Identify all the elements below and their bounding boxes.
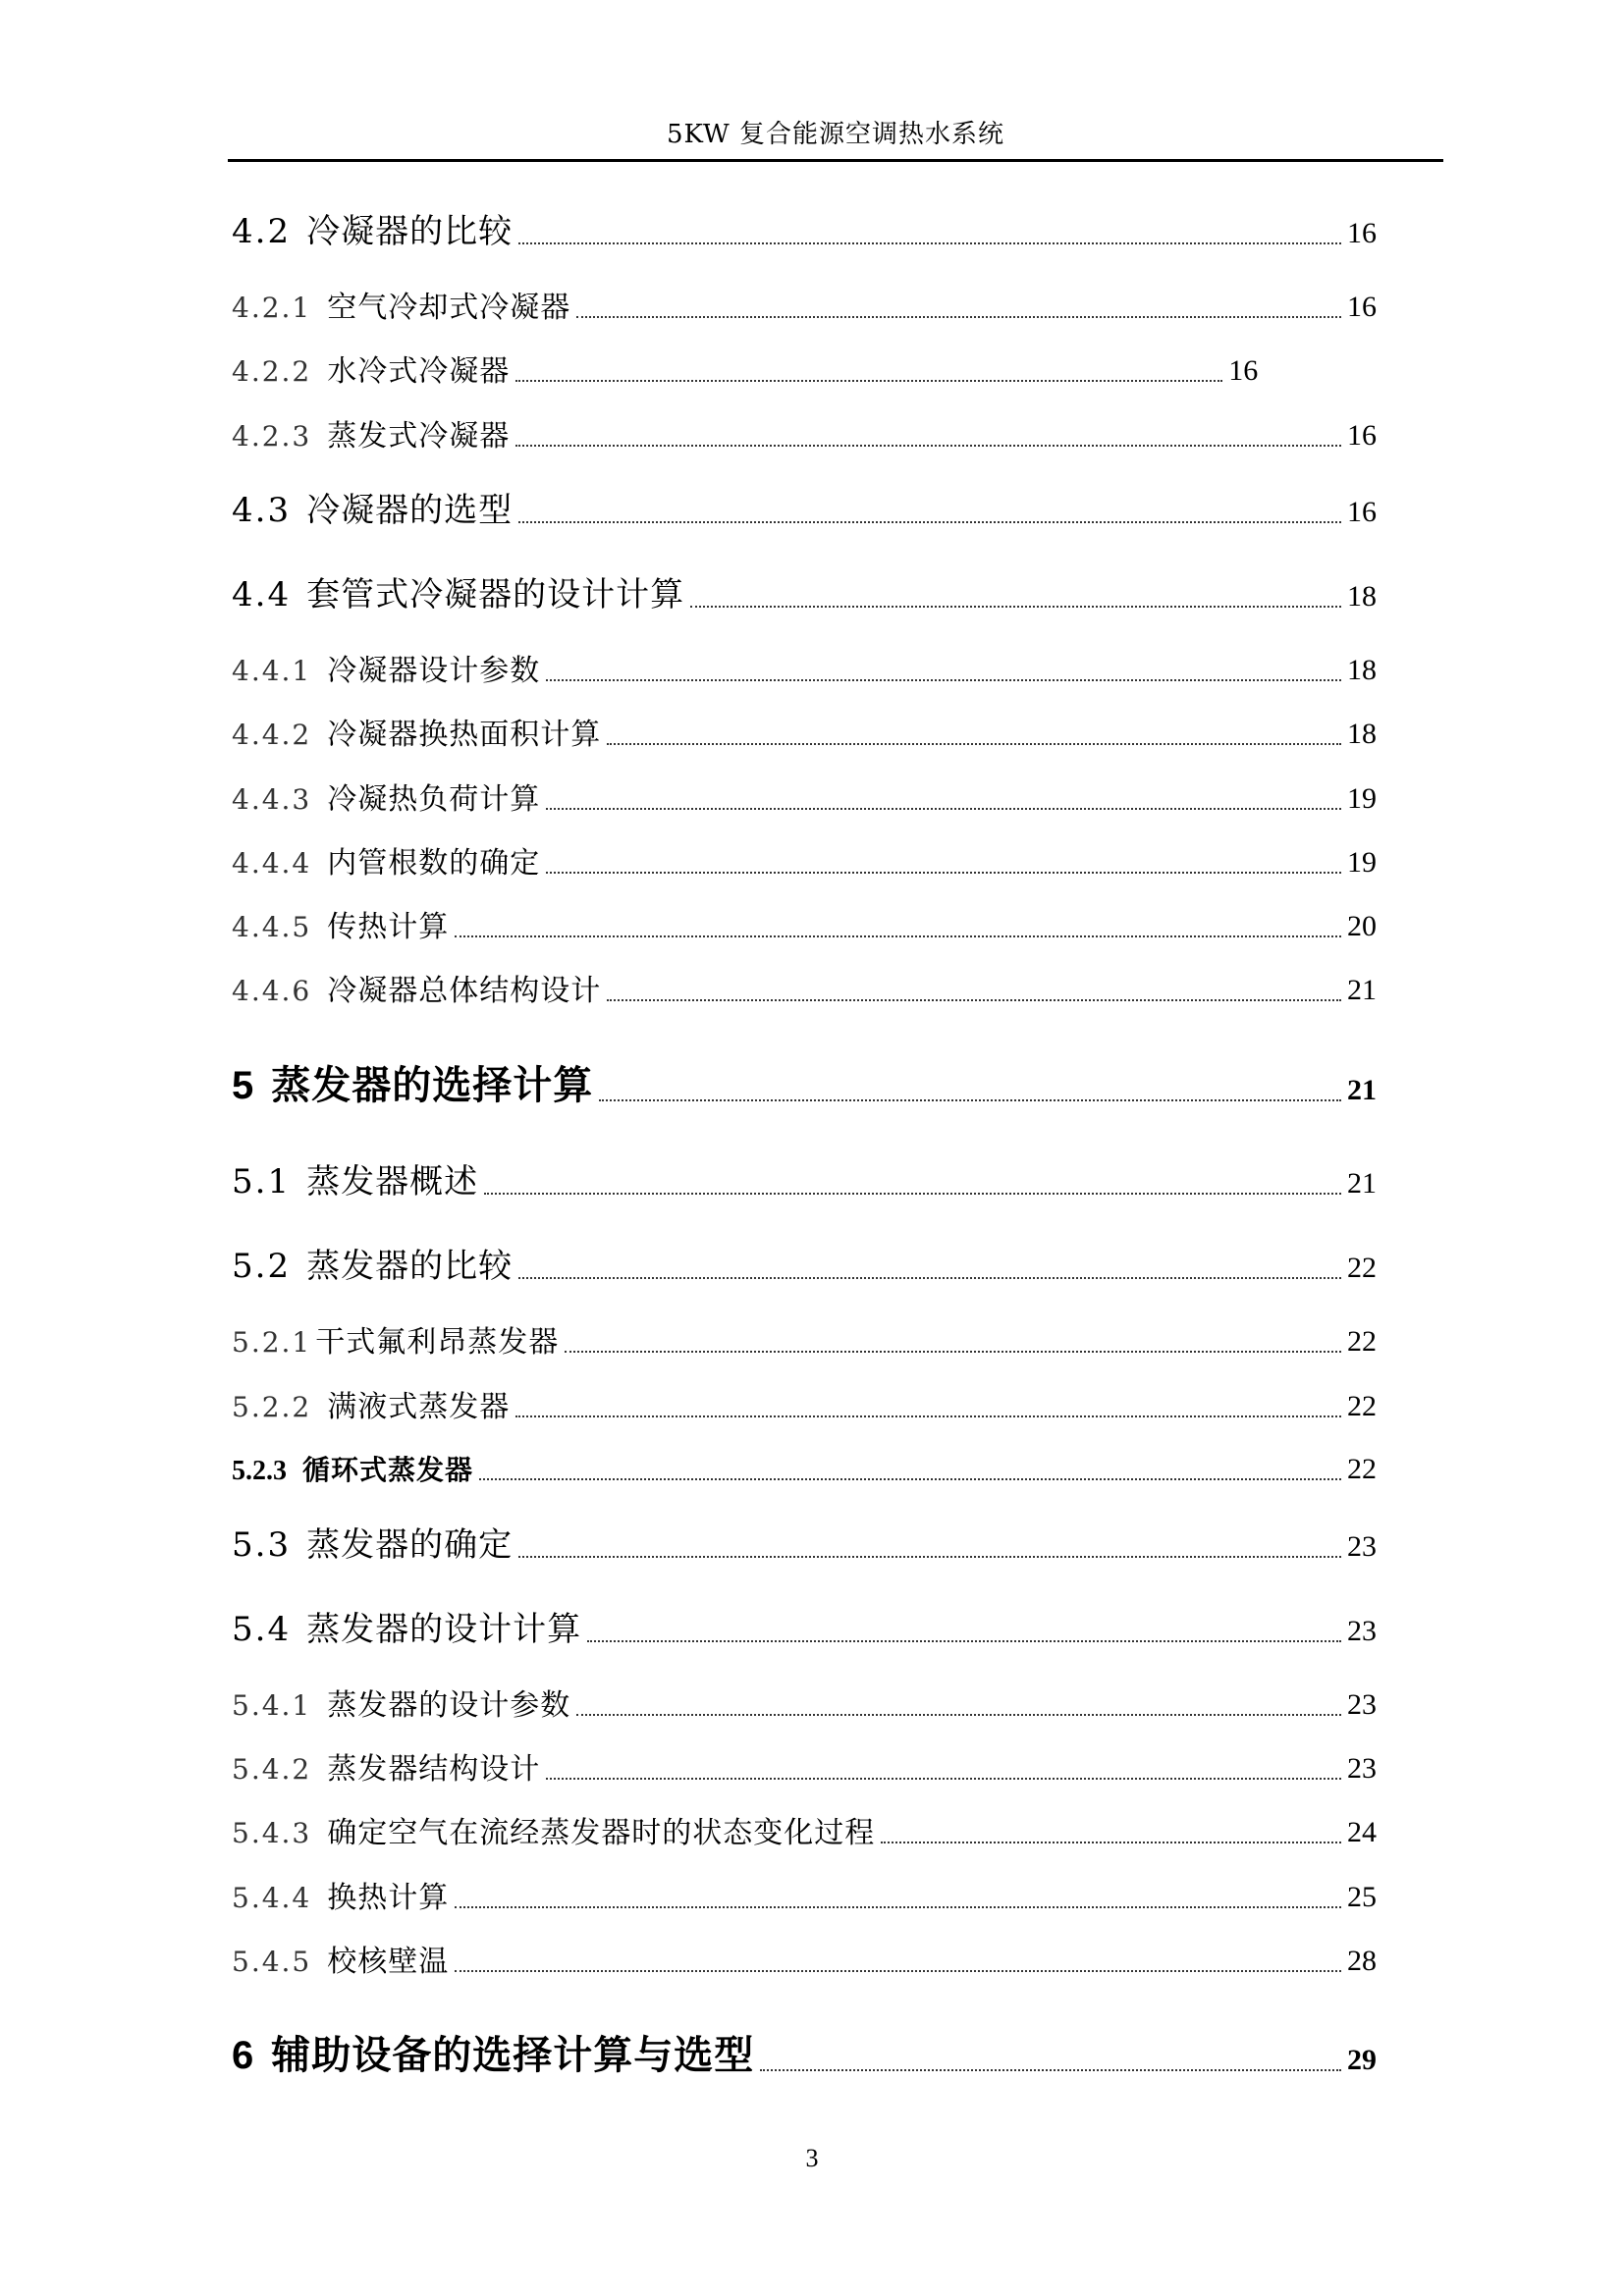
toc-entry-4-4-3[interactable] (232, 782, 1377, 818)
toc-entry-5-4-2[interactable] (232, 1752, 1377, 1788)
toc-entry-number: 5.4 (232, 1610, 292, 1649)
toc-entry-5-1[interactable] (232, 1162, 1377, 1202)
toc-entry-number: 5.1 (232, 1162, 292, 1201)
toc-entry-page: 21 (1347, 1166, 1377, 1200)
toc-entry-number: 4.2.3 (232, 420, 312, 453)
toc-entry-title: 冷凝器总体结构设计 (327, 974, 602, 1008)
toc-entry-page: 16 (1347, 419, 1377, 452)
toc-entry-5-4-3[interactable] (232, 1816, 1377, 1851)
toc-entry-title: 内管根数的确定 (327, 846, 541, 881)
toc-entry-title: 蒸发器的确定 (306, 1525, 514, 1565)
toc-leader-dots (546, 807, 1341, 810)
toc-entry-6[interactable] (232, 2032, 1377, 2079)
toc-entry-number: 4.2.1 (232, 292, 312, 324)
toc-entry-4-2-3[interactable] (232, 419, 1377, 454)
header-title: 5KW 复合能源空调热水系统 (666, 120, 1005, 149)
toc-entry-number: 4.4.5 (232, 911, 312, 943)
toc-entry-title: 套管式冷凝器的设计计算 (306, 575, 685, 614)
toc-leader-dots (760, 2068, 1341, 2071)
toc-entry-number: 5.3 (232, 1525, 292, 1565)
toc-entry-page: 21 (1347, 974, 1377, 1006)
toc-leader-dots (515, 379, 1222, 382)
toc-entry-page: 16 (1228, 354, 1259, 387)
toc-leader-dots (455, 934, 1341, 937)
toc-entry-title: 换热计算 (327, 1881, 450, 1915)
toc-leader-dots (515, 444, 1341, 447)
toc-entry-title: 满液式蒸发器 (327, 1390, 511, 1424)
toc-entry-4-4-1[interactable] (232, 654, 1377, 689)
toc-entry-4-2[interactable] (232, 212, 1377, 252)
toc-entry-page: 19 (1347, 782, 1377, 815)
toc-entry-page: 28 (1347, 1945, 1377, 1977)
toc-entry-page: 18 (1347, 718, 1377, 750)
toc-entry-page: 21 (1347, 1074, 1377, 1106)
toc-entry-4-4-2[interactable] (232, 718, 1377, 753)
toc-entry-title: 干式氟利昂蒸发器 (315, 1325, 560, 1360)
toc-entry-page: 18 (1347, 654, 1377, 686)
toc-entry-page: 23 (1347, 1529, 1377, 1563)
toc-entry-page: 22 (1347, 1390, 1377, 1422)
toc-entry-5-2-1[interactable] (232, 1325, 1377, 1361)
toc-leader-dots (546, 1777, 1341, 1780)
toc-entry-page: 20 (1347, 910, 1377, 942)
toc-entry-title: 校核壁温 (327, 1945, 450, 1979)
toc-entry-4-4-6[interactable] (232, 974, 1377, 1009)
toc-entry-title: 辅助设备的选择计算与选型 (271, 2033, 755, 2078)
toc-entry-page: 22 (1347, 1452, 1377, 1485)
toc-entry-number: 4.4.4 (232, 847, 312, 880)
toc-entry-number: 5.4.2 (232, 1753, 312, 1786)
toc-leader-dots (576, 1713, 1341, 1716)
toc-leader-dots (484, 1192, 1341, 1195)
toc-entry-title: 蒸发器结构设计 (327, 1752, 541, 1787)
toc-entry-title: 传热计算 (327, 910, 450, 944)
toc-entry-title: 蒸发器的设计参数 (327, 1688, 571, 1723)
toc-leader-dots (576, 315, 1341, 318)
toc-leader-dots (587, 1639, 1341, 1642)
toc-entry-number: 6 (232, 2034, 256, 2077)
page-number: 3 (805, 2144, 819, 2172)
toc-entry-5-4-4[interactable] (232, 1881, 1377, 1916)
toc-entry-number: 4.2 (232, 212, 292, 251)
toc-leader-dots (690, 605, 1341, 608)
toc-leader-dots (455, 1969, 1341, 1972)
toc-entry-title: 蒸发式冷凝器 (327, 419, 511, 454)
toc-entry-4-4[interactable] (232, 575, 1377, 615)
toc-entry-title: 冷凝器换热面积计算 (327, 718, 602, 752)
toc-entry-number: 5.4.4 (232, 1882, 312, 1914)
toc-leader-dots (479, 1477, 1341, 1480)
toc-entry-page: 23 (1347, 1614, 1377, 1647)
toc-entry-number: 5 (232, 1064, 256, 1107)
toc-entry-page: 23 (1347, 1688, 1377, 1721)
toc-leader-dots (518, 1276, 1341, 1279)
toc-entry-page: 23 (1347, 1752, 1377, 1785)
toc-entry-title: 循环式蒸发器 (302, 1454, 474, 1486)
toc-leader-dots (455, 1905, 1341, 1908)
toc-entry-4-2-1[interactable] (232, 291, 1377, 326)
toc-entry-number: 5.4.1 (232, 1689, 312, 1722)
toc-entry-number: 5.2.3 (232, 1456, 287, 1486)
toc-entry-5-4[interactable] (232, 1610, 1377, 1650)
toc-leader-dots (515, 1415, 1341, 1417)
toc-entry-number: 4.3 (232, 491, 292, 530)
toc-entry-title: 水冷式冷凝器 (327, 354, 511, 389)
toc-entry-5-3[interactable] (232, 1525, 1377, 1566)
toc-entry-number: 5.2.2 (232, 1391, 312, 1423)
toc-leader-dots (607, 742, 1341, 745)
toc-entry-title: 蒸发器的选择计算 (271, 1063, 594, 1108)
toc-leader-dots (518, 1555, 1341, 1558)
toc-entry-page: 16 (1347, 216, 1377, 249)
toc-entry-4-3[interactable] (232, 491, 1377, 531)
toc-entry-title: 冷凝器的选型 (306, 491, 514, 530)
toc-entry-page: 22 (1347, 1325, 1377, 1358)
toc-entry-title: 空气冷却式冷凝器 (327, 291, 571, 325)
toc-entry-number: 4.4.2 (232, 719, 312, 751)
toc-entry-5[interactable] (232, 1062, 1377, 1109)
toc-entry-5-2-2[interactable] (232, 1390, 1377, 1425)
toc-entry-number: 4.4 (232, 575, 292, 614)
toc-entry-number: 4.4.1 (232, 655, 312, 687)
toc-entry-page: 29 (1347, 2044, 1377, 2076)
toc-leader-dots (518, 520, 1341, 523)
toc-entry-title: 冷凝器的比较 (306, 212, 514, 251)
toc-entry-number: 4.4.6 (232, 975, 312, 1007)
toc-entry-number: 5.2.1 (232, 1326, 312, 1359)
toc-entry-page: 18 (1347, 579, 1377, 613)
toc-entry-5-4-5[interactable] (232, 1945, 1377, 1980)
toc-entry-page: 16 (1347, 495, 1377, 528)
toc-entry-number: 4.4.3 (232, 783, 312, 816)
toc-entry-title: 蒸发器概述 (306, 1162, 479, 1201)
toc-leader-dots (881, 1841, 1341, 1843)
toc-entry-number: 5.4.5 (232, 1946, 312, 1978)
toc-entry-number: 4.2.2 (232, 355, 312, 388)
toc-entry-title: 冷凝器设计参数 (327, 654, 541, 688)
toc-entry-title: 蒸发器的设计计算 (306, 1610, 582, 1649)
toc-leader-dots (565, 1350, 1341, 1353)
toc-entry-page: 19 (1347, 846, 1377, 879)
toc-entry-title: 确定空气在流经蒸发器时的状态变化过程 (327, 1816, 876, 1850)
toc-entry-title: 冷凝热负荷计算 (327, 782, 541, 817)
toc-entry-page: 24 (1347, 1816, 1377, 1848)
toc-entry-5-2-3[interactable] (232, 1454, 1377, 1488)
toc-entry-4-2-2[interactable] (232, 354, 1377, 390)
toc-entry-page: 22 (1347, 1251, 1377, 1284)
toc-entry-5-2[interactable] (232, 1247, 1377, 1287)
toc-entry-number: 5.2 (232, 1247, 292, 1286)
toc-leader-dots (546, 678, 1341, 681)
toc-leader-dots (518, 241, 1341, 244)
toc-entry-4-4-5[interactable] (232, 910, 1377, 945)
toc-entry-title: 蒸发器的比较 (306, 1247, 514, 1286)
toc-leader-dots (599, 1098, 1341, 1101)
table-of-contents (232, 0, 1377, 2296)
toc-entry-page: 25 (1347, 1881, 1377, 1913)
toc-entry-page: 16 (1347, 291, 1377, 323)
toc-leader-dots (607, 998, 1341, 1001)
toc-entry-4-4-4[interactable] (232, 846, 1377, 881)
toc-entry-number: 5.4.3 (232, 1817, 312, 1849)
toc-entry-5-4-1[interactable] (232, 1688, 1377, 1724)
toc-leader-dots (546, 871, 1341, 874)
